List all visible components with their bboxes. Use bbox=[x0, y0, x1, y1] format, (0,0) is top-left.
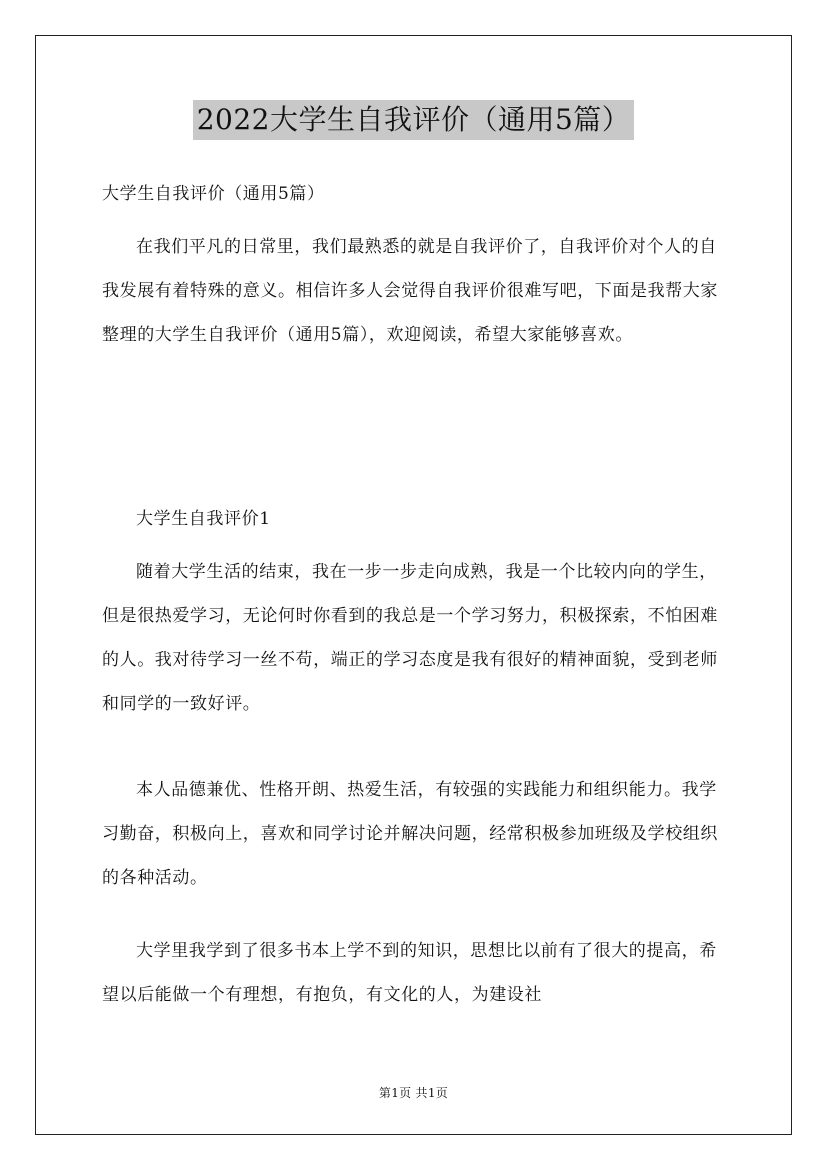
page-footer bbox=[0, 1084, 827, 1101]
intro-paragraph: 在我们平凡的日常里，我们最熟悉的就是自我评价了，自我评价对个人的自我发展有着特殊的意义。相信许多人会觉得自我评价很难写吧，下面是我帮大家整理的大学生自我评价（通用5篇），欢迎阅读，希望大家能够喜欢。 bbox=[102, 237, 718, 345]
document-subtitle: 大学生自我评价（通用5篇） bbox=[102, 184, 325, 204]
page-number-label: 第1页 共1页 bbox=[378, 1086, 449, 1100]
body-paragraph-3: 大学里我学到了很多书本上学不到的知识，思想比以前有了很大的提高，希望以后能做一个有理想，有抱负，有文化的人，为建设社 bbox=[102, 941, 717, 1005]
document-title-text: 2022大学生自我评价（通用5篇） bbox=[193, 100, 635, 140]
section-heading: 大学生自我评价1 bbox=[136, 509, 271, 529]
document-title bbox=[0, 100, 827, 140]
body-paragraph-1: 随着大学生活的结束，我在一步一步走向成熟，我是一个比较内向的学生，但是很热爱学习，无论何时你看到的我总是一个学习努力，积极探索，不怕困难的人。我对待学习一丝不苟，端正的学习态度是我有很好的精神面貌，受到老师和同学的一致好评。 bbox=[102, 562, 718, 714]
body-paragraph-2: 本人品德兼优、性格开朗、热爱生活，有较强的实践能力和组织能力。我学习勤奋，积极向上，喜欢和同学讨论并解决问题，经常积极参加班级及学校组织的各种活动。 bbox=[102, 780, 718, 888]
